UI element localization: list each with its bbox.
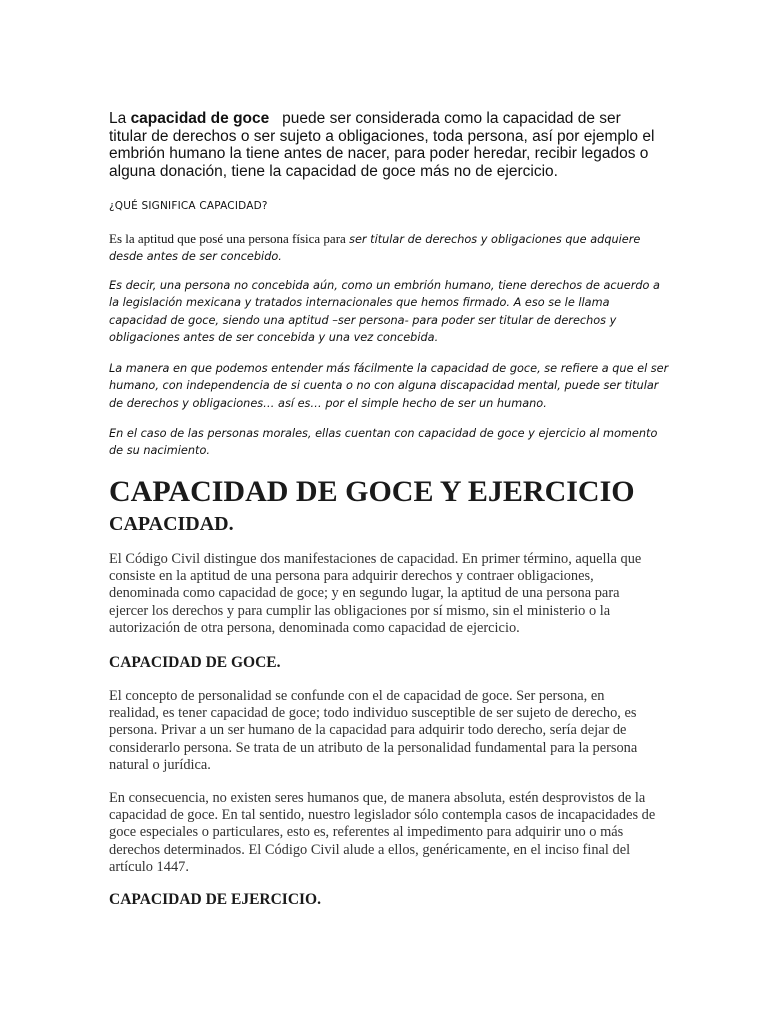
aptitud-rest: ser titular de derechos y obligaciones que adquiere desde antes de ser concebido. [109, 233, 641, 264]
consecuencia-paragraph: En consecuencia, no existen seres humanos que, de manera absoluta, estén desprovistos de la capacidad de goce. En tal sentido, nuestro legislador sólo contempla casos de incapacidades de goce especiales o particulares, esto es, referentes al impedimento para adquirir uno o más derechos determinados. El Código Civil alude a ellos, genéricamente, en el inciso final del artículo 1447. [109, 790, 656, 875]
manera-paragraph: La manera en que podemos entender más fácilmente la capacidad de goce, se refiere a que el ser humano, con independencia de si cuenta o no con alguna discapacidad mental, puede ser titular de derechos y obligaciones… así es… por el simple hecho de ser un humano. [109, 362, 669, 410]
aptitud-paragraph [109, 230, 669, 266]
intro-term: capacidad de goce [130, 110, 270, 127]
question-heading: ¿QUÉ SIGNIFICA CAPACIDAD? [109, 200, 268, 212]
codigo-civil-paragraph: El Código Civil distingue dos manifestaciones de capacidad. En primer término, aquella que consiste en la aptitud de una persona para adquirir derechos y contraer obligaciones, denominada como capacidad de goce; y en segundo lugar, la aptitud de una persona para ejercer los derechos y para cumplir las obligaciones por sí mismo, sin el ministerio o la autorización de otra persona, denominada como capacidad de ejercicio. [109, 551, 642, 636]
intro-lead: La [109, 110, 131, 127]
aptitud-lead: Es la aptitud que posé una persona física para [109, 231, 350, 246]
personalidad-paragraph: El concepto de personalidad se confunde con el de capacidad de goce. Ser persona, en realidad, es tener capacidad de goce; todo individuo susceptible de ser sujeto de derecho, es persona. Privar a un ser humano de la capacidad para adquirir todo derecho, sería dejar de considerarlo persona. Se trata de un atributo de la personalidad fundamental para la persona natural o jurídica. [109, 688, 638, 773]
capacidad-ejercicio-heading: CAPACIDAD DE EJERCICIO. [109, 891, 321, 908]
capacidad-subtitle: CAPACIDAD. [109, 513, 234, 535]
main-title: CAPACIDAD DE GOCE Y EJERCICIO [109, 475, 635, 508]
personas-morales-paragraph: En el caso de las personas morales, ellas cuentan con capacidad de goce y ejercicio al momento de su nacimiento. [109, 427, 658, 458]
es-decir-paragraph: Es decir, una persona no concebida aún, como un embrión humano, tiene derechos de acuerdo a la legislación mexicana y tratados internacionales que hemos firmado. A eso se le llama capacidad de goce, siendo una aptitud –ser persona- para poder ser titular de derechos y obligaciones antes de ser concebida y una vez concebida. [109, 279, 660, 345]
capacidad-goce-heading: CAPACIDAD DE GOCE. [109, 654, 281, 671]
intro-paragraph [109, 110, 661, 180]
intro-rest: puede ser considerada como la capacidad de ser titular de derechos o ser sujeto a obligaciones, toda persona, así por ejemplo el embrión humano la tiene antes de nacer, para poder heredar, recibir legados o alguna donación, tiene la capacidad de goce más no de ejercicio. [109, 110, 659, 180]
